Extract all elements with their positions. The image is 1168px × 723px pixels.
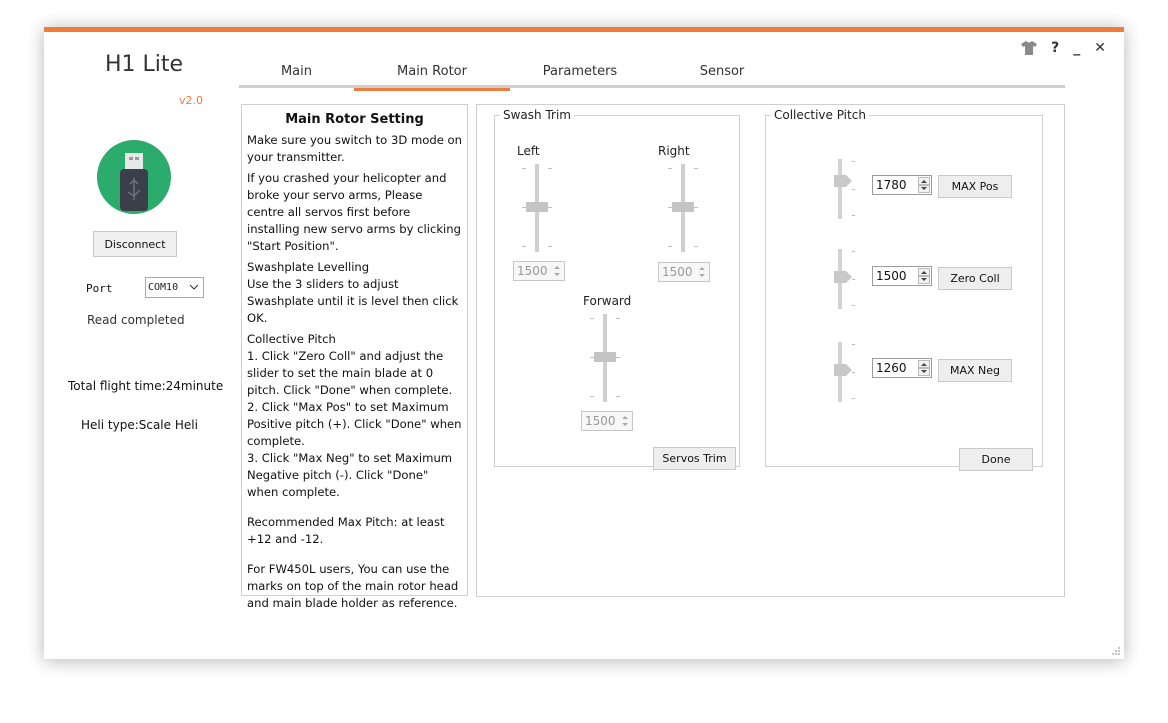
minimize-icon[interactable]: _ [1073,40,1081,56]
help-heading: Swashplate Levelling [247,260,370,274]
right-slider[interactable] [663,164,703,254]
usb-device-icon [97,140,171,214]
help-step: 3. Click "Max Neg" to set Maximum Negative pitch (-). Click "Done" when complete. [247,451,453,499]
close-icon[interactable]: ✕ [1094,40,1106,56]
help-paragraph: Recommended Max Pitch: at least +12 and -12. [247,515,445,546]
right-trim-input [658,262,710,282]
swash-trim-group [494,108,740,467]
swash-trim-legend: Swash Trim [503,108,571,122]
zero-coll-value: 1500 [876,269,907,283]
window-controls [1021,40,1106,56]
chevron-down-icon [189,282,199,292]
zero-coll-slider[interactable] [834,249,864,317]
right-label: Right [658,144,690,158]
tab-parameters[interactable]: Parameters [542,64,618,79]
max-pos-button[interactable]: MAX Pos [938,175,1012,198]
tab-sensor[interactable]: Sensor [699,64,745,79]
max-pos-input[interactable] [872,175,932,195]
left-slider-thumb[interactable] [526,202,548,212]
servos-trim-button[interactable]: Servos Trim [653,447,736,470]
max-neg-slider-thumb[interactable] [834,364,852,376]
tab-main-rotor[interactable]: Main Rotor [354,64,510,91]
max-pos-slider[interactable] [834,159,864,227]
forward-slider[interactable] [585,314,625,404]
spinner-arrows-icon[interactable] [918,360,930,376]
heli-type: Heli type:Scale Heli [81,418,198,432]
max-neg-input[interactable] [872,358,932,378]
status-text: Read completed [87,313,185,327]
left-slider[interactable] [517,164,557,254]
port-value: COM10 [148,282,179,293]
flight-time: Total flight time:24minute [68,379,224,393]
left-trim-value: 1500 [517,264,548,278]
skin-icon[interactable] [1021,41,1037,55]
spinner-arrows-icon [696,264,708,280]
settings-panel [476,104,1065,597]
max-pos-slider-thumb[interactable] [834,175,852,187]
resize-grip-icon[interactable] [1111,646,1121,656]
spinner-arrows-icon [551,263,563,279]
collective-pitch-group [765,108,1043,467]
port-label: Port [86,282,113,295]
max-pos-value: 1780 [876,178,907,192]
help-heading: Collective Pitch [247,332,336,346]
spinner-arrows-icon[interactable] [918,268,930,284]
forward-trim-input [581,411,633,431]
help-paragraph: Make sure you switch to 3D mode on your transmitter. [247,133,462,164]
spinner-arrows-icon[interactable] [918,177,930,193]
help-paragraph: Use the 3 sliders to adjust Swashplate until it is level then click OK. [247,277,459,325]
right-trim-value: 1500 [662,265,693,279]
help-title: Main Rotor Setting [285,112,424,127]
max-neg-value: 1260 [876,361,907,375]
collective-pitch-legend: Collective Pitch [774,108,866,122]
max-neg-button[interactable]: MAX Neg [938,359,1012,382]
help-paragraph: For FW450L users, You can use the marks on top of the main rotor head and main blade holder as reference. [247,562,459,610]
app-title: H1 Lite [105,52,184,77]
version-label: v2.0 [179,94,204,107]
app-window [44,27,1124,659]
disconnect-button[interactable]: Disconnect [93,231,177,257]
help-step: 2. Click "Max Pos" to set Maximum Positive pitch (+). Click "Done" when complete. [247,400,462,448]
done-button[interactable]: Done [959,448,1033,471]
port-select[interactable] [145,277,204,298]
spinner-arrows-icon [619,413,631,429]
zero-coll-input[interactable] [872,266,932,286]
help-icon[interactable]: ? [1051,40,1060,56]
tab-main[interactable]: Main [280,64,313,79]
tab-bar [239,58,1065,88]
zero-coll-slider-thumb[interactable] [834,271,852,283]
max-neg-slider[interactable] [834,342,864,410]
left-trim-input [513,261,565,281]
help-panel [241,104,468,610]
forward-label: Forward [583,294,632,308]
zero-coll-button[interactable]: Zero Coll [938,267,1012,290]
left-label: Left [517,144,540,158]
right-slider-thumb[interactable] [672,202,694,212]
help-step: 1. Click "Zero Coll" and adjust the slider to set the main blade at 0 pitch. Click "Done" when complete. [247,349,453,397]
forward-trim-value: 1500 [585,414,616,428]
forward-slider-thumb[interactable] [594,352,616,362]
help-paragraph: If you crashed your helicopter and broke your servo arms, Please centre all servos first before installing new servo arms by clicking "Start Position". [247,171,461,253]
